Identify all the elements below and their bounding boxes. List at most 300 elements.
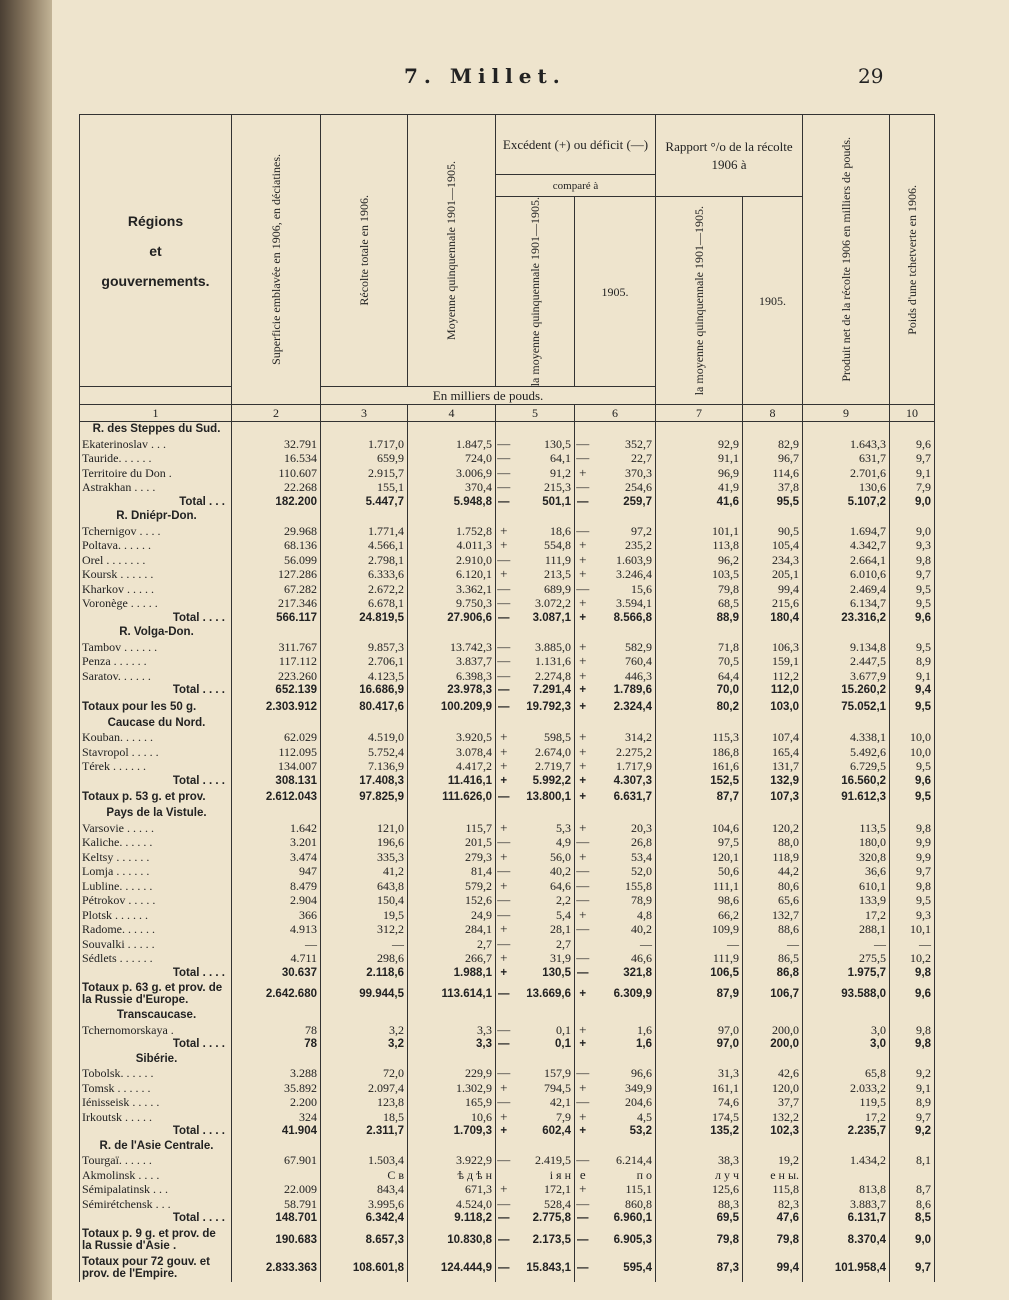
cell-sign-1905: + xyxy=(579,791,587,804)
cell-rap-moyenne: 97,0 xyxy=(656,1037,743,1052)
cell-superficie: 22.268 xyxy=(232,480,321,495)
cell-region-name: Tambov . . . . . . xyxy=(80,640,232,655)
cell-recolte: 196,6 xyxy=(321,835,408,850)
cell-sign-1905: — xyxy=(576,892,590,908)
cell-poids: 8,9 xyxy=(890,1095,935,1110)
cell-rap-1905 xyxy=(743,625,803,640)
cell-poids: 9,1 xyxy=(890,1081,935,1096)
cell-moyenne xyxy=(408,716,496,731)
cell-rap-1905: 234,3 xyxy=(743,553,803,568)
cell-exc-1905 xyxy=(591,1052,656,1067)
cell-rap-1905: 115,8 xyxy=(743,1182,803,1197)
cell-superficie: 134.007 xyxy=(232,759,321,774)
total-row xyxy=(80,774,935,789)
cell-sign-moyenne: + xyxy=(500,819,508,835)
cell-sign-1905 xyxy=(575,716,591,731)
cell-moyenne: 3.006,9 xyxy=(408,466,496,481)
cell-rap-1905: 79,8 xyxy=(743,1226,803,1254)
cell-sign-1905: — xyxy=(577,1212,589,1225)
table-row xyxy=(80,480,935,495)
cell-superficie: 22.009 xyxy=(232,1182,321,1197)
cell-sign-moyenne: — xyxy=(497,595,511,611)
cell-superficie xyxy=(232,509,321,524)
section-header-row xyxy=(80,1052,935,1067)
cell-rap-moyenne: 31,3 xyxy=(656,1066,743,1081)
cell-superficie xyxy=(232,806,321,821)
cell-exc-moyenne xyxy=(512,1052,575,1067)
cell-produit: 36,6 xyxy=(803,864,890,879)
cell-region-name: Astrakhan . . . . xyxy=(80,480,232,495)
cell-produit: 6.131,7 xyxy=(803,1211,890,1226)
table-row xyxy=(80,879,935,894)
cell-exc-1905: 53,4 xyxy=(591,850,656,865)
cell-exc-1905: 3.594,1 xyxy=(591,596,656,611)
cell-sign-moyenne xyxy=(496,625,512,640)
cell-sign-1905: — xyxy=(576,863,590,879)
cell-superficie: 1.642 xyxy=(232,821,321,836)
cell-moyenne xyxy=(408,625,496,640)
section-header-row xyxy=(80,509,935,524)
cell-poids: 9,8 xyxy=(890,553,935,568)
cell-exc-moyenne: і я н xyxy=(512,1168,575,1183)
cell-moyenne: 279,3 xyxy=(408,850,496,865)
header-poids-text: Poids d'une tchetverte en 1906. xyxy=(904,184,919,335)
cell-produit: 8.370,4 xyxy=(803,1226,890,1254)
cell-rap-1905: 90,5 xyxy=(743,524,803,539)
cell-rap-moyenne: 88,3 xyxy=(656,1197,743,1212)
cell-sign-moyenne: — xyxy=(497,863,511,879)
table-row xyxy=(80,553,935,568)
cell-poids: 9,8 xyxy=(890,1037,935,1052)
cell-superficie: 68.136 xyxy=(232,538,321,553)
table-row xyxy=(80,1153,935,1168)
cell-sign-moyenne xyxy=(496,1008,512,1023)
cell-recolte: 6.678,1 xyxy=(321,596,408,611)
cell-superficie: 2.642.680 xyxy=(232,980,321,1008)
cell-exc-moyenne: 689,9 xyxy=(512,582,575,597)
cell-poids: 9,5 xyxy=(890,759,935,774)
cell-exc-1905: 860,8 xyxy=(591,1197,656,1212)
cell-sign-moyenne: — xyxy=(497,551,511,567)
cell-sign-moyenne: — xyxy=(498,1038,510,1051)
cell-exc-1905 xyxy=(591,1008,656,1023)
cell-rap-1905: 215,6 xyxy=(743,596,803,611)
cell-moyenne: 266,7 xyxy=(408,951,496,966)
cell-exc-moyenne: 554,8 xyxy=(512,538,575,553)
cell-region-name: Tauride. . . . . . xyxy=(80,451,232,466)
cell-superficie: 29.968 xyxy=(232,524,321,539)
cell-rap-moyenne: 87,7 xyxy=(656,788,743,806)
cell-superficie: 58.791 xyxy=(232,1197,321,1212)
header-rap-1905: 1905. xyxy=(743,197,803,405)
cell-sign-1905: + xyxy=(579,906,587,922)
cell-poids: 10,2 xyxy=(890,951,935,966)
cell-exc-1905: 52,0 xyxy=(591,864,656,879)
cell-exc-moyenne xyxy=(512,509,575,524)
cell-exc-moyenne: 42,1 xyxy=(512,1095,575,1110)
cell-sign-1905: — xyxy=(576,435,590,451)
colnum-2: 2 xyxy=(232,405,321,422)
cell-poids xyxy=(890,625,935,640)
cell-sign-moyenne: — xyxy=(497,580,511,596)
cell-sign-moyenne: + xyxy=(500,758,508,774)
cell-exc-moyenne: 28,1 xyxy=(512,922,575,937)
cell-sign-moyenne: + xyxy=(500,1108,508,1124)
cell-poids: 9,3 xyxy=(890,538,935,553)
cell-exc-1905: 2.275,2 xyxy=(591,745,656,760)
cell-moyenne xyxy=(408,1052,496,1067)
page-title: 7. Millet. xyxy=(404,64,566,88)
cell-rap-1905: 102,3 xyxy=(743,1124,803,1139)
cell-rap-1905 xyxy=(743,1008,803,1023)
cell-moyenne: 724,0 xyxy=(408,451,496,466)
cell-poids: 9,5 xyxy=(890,788,935,806)
cell-poids: 9,1 xyxy=(890,669,935,684)
cell-exc-1905: 321,8 xyxy=(591,966,656,981)
cell-moyenne: 11.416,1 xyxy=(408,774,496,789)
cell-exc-moyenne: 5.992,2 xyxy=(512,774,575,789)
cell-exc-moyenne: 2,2 xyxy=(512,893,575,908)
cell-recolte: 4.566,1 xyxy=(321,538,408,553)
cell-rap-moyenne: 87,9 xyxy=(656,980,743,1008)
cell-rap-1905: 112,0 xyxy=(743,683,803,698)
cell-exc-1905 xyxy=(591,1139,656,1154)
cell-sign-1905 xyxy=(575,1008,591,1023)
cell-sign-moyenne: + xyxy=(500,848,508,864)
cell-poids: 8,6 xyxy=(890,1197,935,1212)
cell-recolte: 659,9 xyxy=(321,451,408,466)
cell-recolte: 121,0 xyxy=(321,821,408,836)
cell-superficie: 2.904 xyxy=(232,893,321,908)
cell-produit: 17,2 xyxy=(803,908,890,923)
table-row xyxy=(80,582,935,597)
cell-rap-moyenne: 88,9 xyxy=(656,611,743,626)
cell-sign-1905: + xyxy=(579,743,587,759)
cell-sign-1905: — xyxy=(576,450,590,466)
cell-region-name: Pays de la Vistule. xyxy=(80,806,232,821)
cell-poids: 10,1 xyxy=(890,922,935,937)
cell-exc-moyenne: 7,9 xyxy=(512,1110,575,1125)
cell-recolte: 18,5 xyxy=(321,1110,408,1125)
cell-moyenne: 229,9 xyxy=(408,1066,496,1081)
cell-moyenne xyxy=(408,1139,496,1154)
cell-exc-1905: 6.960,1 xyxy=(591,1211,656,1226)
column-number-row xyxy=(80,405,935,422)
cell-exc-moyenne: 0,1 xyxy=(512,1023,575,1038)
cell-recolte: 6.333,6 xyxy=(321,567,408,582)
cell-superficie: 78 xyxy=(232,1037,321,1052)
cell-sign-moyenne: — xyxy=(498,791,510,804)
cell-moyenne: 152,6 xyxy=(408,893,496,908)
cell-region-name: Total . . . xyxy=(80,495,232,510)
cell-poids: 9,0 xyxy=(890,1226,935,1254)
cell-rap-1905 xyxy=(743,1139,803,1154)
cell-rap-1905: 165,4 xyxy=(743,745,803,760)
cell-recolte: 1.503,4 xyxy=(321,1153,408,1168)
total-row xyxy=(80,1254,935,1282)
cell-exc-1905 xyxy=(591,716,656,731)
cell-rap-moyenne: 115,3 xyxy=(656,730,743,745)
cell-poids: 9,7 xyxy=(890,451,935,466)
cell-sign-moyenne: — xyxy=(497,435,511,451)
cell-produit: 2.701,6 xyxy=(803,466,890,481)
cell-exc-moyenne: 13.669,6 xyxy=(512,980,575,1008)
cell-region-name: Sédlets . . . . . . xyxy=(80,951,232,966)
cell-rap-1905: 86,8 xyxy=(743,966,803,981)
cell-exc-1905: 8.566,8 xyxy=(591,611,656,626)
cell-superficie: 78 xyxy=(232,1023,321,1038)
cell-exc-moyenne: 1.131,6 xyxy=(512,654,575,669)
cell-rap-1905: 99,4 xyxy=(743,1254,803,1282)
cell-region-name: Orel . . . . . . . xyxy=(80,553,232,568)
cell-region-name: Tchernigov . . . . xyxy=(80,524,232,539)
cell-sign-1905: — xyxy=(576,580,590,596)
cell-sign-moyenne: — xyxy=(497,892,511,908)
cell-recolte: 4.519,0 xyxy=(321,730,408,745)
table-row xyxy=(80,654,935,669)
cell-superficie: 652.139 xyxy=(232,683,321,698)
cell-rap-1905: 82,3 xyxy=(743,1197,803,1212)
cell-produit: 15.260,2 xyxy=(803,683,890,698)
cell-exc-1905: п о xyxy=(591,1168,656,1183)
colnum-10: 10 xyxy=(890,405,935,422)
header-exc-moyenne xyxy=(496,197,575,387)
cell-poids: 9,5 xyxy=(890,582,935,597)
cell-region-name: Lubline. . . . . . xyxy=(80,879,232,894)
cell-moyenne: 579,2 xyxy=(408,879,496,894)
cell-rap-1905: 107,3 xyxy=(743,788,803,806)
cell-sign-moyenne xyxy=(496,1139,512,1154)
cell-region-name: Tourgaï. . . . . . xyxy=(80,1153,232,1168)
cell-region-name: Tobolsk. . . . . . xyxy=(80,1066,232,1081)
cell-sign-moyenne: — xyxy=(497,1094,511,1110)
cell-rap-1905: 205,1 xyxy=(743,567,803,582)
cell-rap-1905: 106,3 xyxy=(743,640,803,655)
header-recolte xyxy=(321,115,408,387)
cell-sign-moyenne xyxy=(496,1052,512,1067)
cell-recolte: 2.311,7 xyxy=(321,1124,408,1139)
cell-region-name: Iénisseisk . . . . . xyxy=(80,1095,232,1110)
cell-rap-1905: 42,6 xyxy=(743,1066,803,1081)
cell-superficie: 947 xyxy=(232,864,321,879)
cell-sign-moyenne: + xyxy=(500,537,508,553)
cell-produit: 2.469,4 xyxy=(803,582,890,597)
cell-produit xyxy=(803,1168,890,1183)
cell-rap-1905: 118,9 xyxy=(743,850,803,865)
cell-sign-moyenne: + xyxy=(500,1181,508,1197)
cell-sign-moyenne: + xyxy=(500,729,508,745)
cell-recolte xyxy=(321,509,408,524)
cell-produit: 65,8 xyxy=(803,1066,890,1081)
cell-exc-1905: 40,2 xyxy=(591,922,656,937)
total-row xyxy=(80,1037,935,1052)
cell-sign-moyenne: — xyxy=(497,1152,511,1168)
cell-produit: 631,7 xyxy=(803,451,890,466)
cell-rap-1905: 80,6 xyxy=(743,879,803,894)
cell-sign-1905: + xyxy=(579,684,587,697)
cell-sign-1905: — xyxy=(576,950,590,966)
cell-recolte: 5.752,4 xyxy=(321,745,408,760)
table-row xyxy=(80,1095,935,1110)
colnum-7: 7 xyxy=(656,405,743,422)
cell-sign-moyenne xyxy=(496,716,512,731)
cell-produit: 9.134,8 xyxy=(803,640,890,655)
cell-sign-moyenne: — xyxy=(497,464,511,480)
cell-poids: 9,8 xyxy=(890,1023,935,1038)
cell-rap-moyenne: 111,9 xyxy=(656,951,743,966)
cell-rap-moyenne: 161,6 xyxy=(656,759,743,774)
cell-rap-1905: е н ы. xyxy=(743,1168,803,1183)
cell-moyenne: 100.209,9 xyxy=(408,698,496,716)
cell-produit: 23.316,2 xyxy=(803,611,890,626)
cell-superficie: 148.701 xyxy=(232,1211,321,1226)
header-regions-line2: et xyxy=(149,242,162,259)
cell-moyenne: 284,1 xyxy=(408,922,496,937)
cell-moyenne: 24,9 xyxy=(408,908,496,923)
cell-exc-moyenne: 157,9 xyxy=(512,1066,575,1081)
cell-recolte: 2.798,1 xyxy=(321,553,408,568)
cell-superficie: 366 xyxy=(232,908,321,923)
cell-rap-moyenne: 38,3 xyxy=(656,1153,743,1168)
cell-rap-moyenne: 152,5 xyxy=(656,774,743,789)
cell-superficie: 117.112 xyxy=(232,654,321,669)
cell-rap-1905: — xyxy=(743,937,803,952)
cell-region-name: Térek . . . . . . xyxy=(80,759,232,774)
cell-poids: 9,9 xyxy=(890,835,935,850)
cell-poids: 9,7 xyxy=(890,1110,935,1125)
cell-region-name: Poltava. . . . . . xyxy=(80,538,232,553)
cell-superficie xyxy=(232,1139,321,1154)
cell-sign-1905: — xyxy=(576,1195,590,1211)
cell-sign-moyenne: — xyxy=(497,1021,511,1037)
cell-recolte: 335,3 xyxy=(321,850,408,865)
cell-moyenne: 81,4 xyxy=(408,864,496,879)
cell-recolte: 3,2 xyxy=(321,1037,408,1052)
cell-poids: 9,3 xyxy=(890,908,935,923)
cell-moyenne: 6.120,1 xyxy=(408,567,496,582)
cell-rap-moyenne xyxy=(656,716,743,731)
cell-poids: 8,7 xyxy=(890,1182,935,1197)
cell-moyenne: 2.910,0 xyxy=(408,553,496,568)
cell-produit: — xyxy=(803,937,890,952)
cell-rap-1905: 37,7 xyxy=(743,1095,803,1110)
table-row xyxy=(80,669,935,684)
cell-exc-moyenne: 213,5 xyxy=(512,567,575,582)
cell-recolte: 16.686,9 xyxy=(321,683,408,698)
cell-produit: 113,5 xyxy=(803,821,890,836)
cell-poids: 10,0 xyxy=(890,730,935,745)
cell-produit: 3.677,9 xyxy=(803,669,890,684)
cell-sign-moyenne: — xyxy=(497,906,511,922)
table-row xyxy=(80,524,935,539)
cell-sign-moyenne: + xyxy=(500,774,508,787)
colnum-9: 9 xyxy=(803,405,890,422)
cell-superficie xyxy=(232,1168,321,1183)
cell-exc-1905: 2.324,4 xyxy=(591,698,656,716)
cell-exc-1905 xyxy=(591,625,656,640)
cell-exc-1905: 6.631,7 xyxy=(591,788,656,806)
cell-poids: 9,6 xyxy=(890,774,935,789)
cell-rap-1905: 132,7 xyxy=(743,908,803,923)
cell-exc-moyenne xyxy=(512,1008,575,1023)
section-header-row xyxy=(80,716,935,731)
cell-region-name: Total . . . . xyxy=(80,1211,232,1226)
cell-rap-moyenne: 98,6 xyxy=(656,893,743,908)
cell-region-name: Total . . . . xyxy=(80,774,232,789)
cell-rap-moyenne: — xyxy=(656,937,743,952)
table-row xyxy=(80,821,935,836)
cell-superficie: 3.201 xyxy=(232,835,321,850)
cell-rap-1905: 132,2 xyxy=(743,1110,803,1125)
cell-exc-moyenne: 7.291,4 xyxy=(512,683,575,698)
table-row xyxy=(80,759,935,774)
cell-superficie xyxy=(232,625,321,640)
cell-region-name: Kouban. . . . . . xyxy=(80,730,232,745)
cell-produit: 3,0 xyxy=(803,1037,890,1052)
cell-exc-moyenne: 2.419,5 xyxy=(512,1153,575,1168)
cell-sign-1905: + xyxy=(579,638,587,654)
cell-rap-1905 xyxy=(743,716,803,731)
cell-rap-moyenne xyxy=(656,806,743,821)
cell-sign-moyenne: — xyxy=(498,700,510,713)
cell-rap-moyenne xyxy=(656,509,743,524)
colnum-1: 1 xyxy=(80,405,232,422)
cell-moyenne: ѣ д ѣ н xyxy=(408,1168,496,1183)
cell-region-name: Total . . . . xyxy=(80,611,232,626)
cell-exc-1905 xyxy=(591,422,656,437)
cell-produit: 119,5 xyxy=(803,1095,890,1110)
cell-sign-1905: + xyxy=(579,1079,587,1095)
cell-moyenne: 13.742,3 xyxy=(408,640,496,655)
cell-recolte: 155,1 xyxy=(321,480,408,495)
total-row xyxy=(80,980,935,1008)
cell-recolte: 150,4 xyxy=(321,893,408,908)
cell-exc-moyenne xyxy=(512,1139,575,1154)
cell-sign-1905: — xyxy=(576,834,590,850)
cell-produit: 3,0 xyxy=(803,1023,890,1038)
cell-rap-moyenne xyxy=(656,1008,743,1023)
cell-poids: 7,9 xyxy=(890,480,935,495)
cell-rap-1905: 132,9 xyxy=(743,774,803,789)
cell-exc-1905: 97,2 xyxy=(591,524,656,539)
cell-region-name: Total . . . . xyxy=(80,1037,232,1052)
cell-sign-1905: + xyxy=(579,537,587,553)
cell-exc-1905: 235,2 xyxy=(591,538,656,553)
cell-exc-moyenne: 19.792,3 xyxy=(512,698,575,716)
header-poids xyxy=(890,115,935,405)
cell-region-name: Tchernomorskaya . xyxy=(80,1023,232,1038)
cell-exc-moyenne: 56,0 xyxy=(512,850,575,865)
cell-exc-1905: 53,2 xyxy=(591,1124,656,1139)
section-header-row xyxy=(80,422,935,437)
cell-superficie: 127.286 xyxy=(232,567,321,582)
cell-poids: 8,5 xyxy=(890,1211,935,1226)
cell-sign-1905: — xyxy=(576,1094,590,1110)
cell-region-name: Saratov. . . . . . xyxy=(80,669,232,684)
total-row xyxy=(80,683,935,698)
cell-exc-moyenne xyxy=(512,625,575,640)
cell-produit: 93.588,0 xyxy=(803,980,890,1008)
cell-moyenne: 671,3 xyxy=(408,1182,496,1197)
table-row xyxy=(80,908,935,923)
cell-moyenne: 370,4 xyxy=(408,480,496,495)
cell-sign-moyenne: — xyxy=(497,450,511,466)
cell-rap-1905: 99,4 xyxy=(743,582,803,597)
cell-superficie xyxy=(232,1008,321,1023)
cell-rap-moyenne: 80,2 xyxy=(656,698,743,716)
cell-superficie: 35.892 xyxy=(232,1081,321,1096)
cell-rap-1905: 96,7 xyxy=(743,451,803,466)
